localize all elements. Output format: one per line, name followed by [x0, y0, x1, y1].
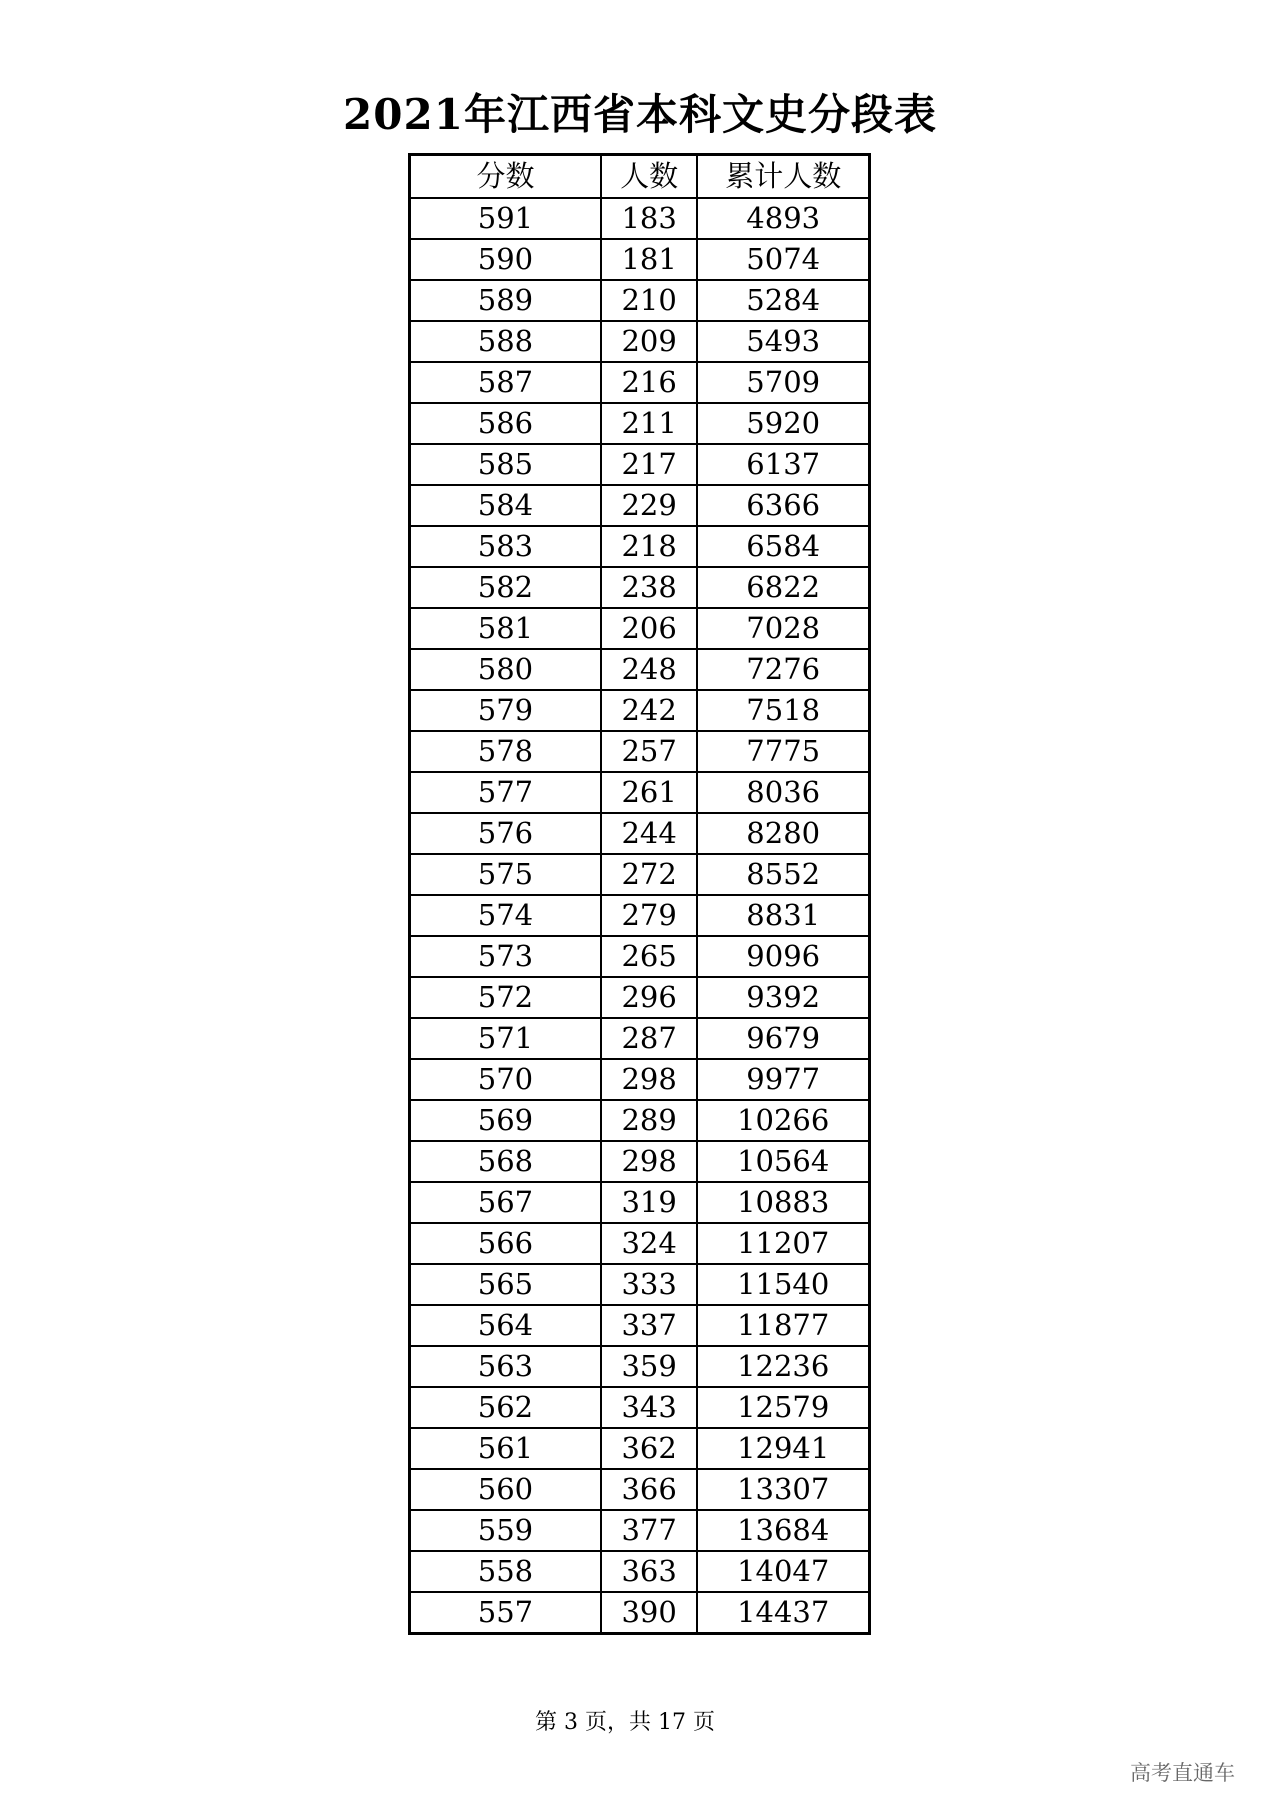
cell-cumulative: 14047 — [697, 1551, 869, 1592]
cell-score: 565 — [410, 1264, 601, 1305]
cell-cumulative: 4893 — [697, 198, 869, 239]
cell-score: 560 — [410, 1469, 601, 1510]
cell-score: 568 — [410, 1141, 601, 1182]
table-header-row — [410, 155, 870, 199]
cell-cumulative: 9096 — [697, 936, 869, 977]
cell-count: 319 — [601, 1182, 698, 1223]
cell-count: 183 — [601, 198, 698, 239]
table-row — [410, 1551, 870, 1592]
header-score: 分数 — [410, 155, 601, 199]
cell-count: 298 — [601, 1059, 698, 1100]
cell-cumulative: 9392 — [697, 977, 869, 1018]
cell-count: 333 — [601, 1264, 698, 1305]
cell-count: 359 — [601, 1346, 698, 1387]
cell-score: 579 — [410, 690, 601, 731]
cell-cumulative: 5493 — [697, 321, 869, 362]
header-count: 人数 — [601, 155, 698, 199]
table-row — [410, 813, 870, 854]
table-row — [410, 1305, 870, 1346]
table-row — [410, 1100, 870, 1141]
cell-count: 366 — [601, 1469, 698, 1510]
cell-cumulative: 8552 — [697, 854, 869, 895]
table-row — [410, 1592, 870, 1634]
cell-cumulative: 5074 — [697, 239, 869, 280]
table-row — [410, 1018, 870, 1059]
cell-score: 584 — [410, 485, 601, 526]
table-row — [410, 854, 870, 895]
table-row — [410, 1387, 870, 1428]
cell-count: 363 — [601, 1551, 698, 1592]
cell-cumulative: 13684 — [697, 1510, 869, 1551]
cell-cumulative: 12579 — [697, 1387, 869, 1428]
cell-score: 564 — [410, 1305, 601, 1346]
cell-score: 571 — [410, 1018, 601, 1059]
cell-cumulative: 7518 — [697, 690, 869, 731]
cell-cumulative: 9977 — [697, 1059, 869, 1100]
table-row — [410, 485, 870, 526]
watermark: 高考直通车 — [1130, 1761, 1235, 1785]
cell-count: 289 — [601, 1100, 698, 1141]
table-row — [410, 1059, 870, 1100]
cell-score: 577 — [410, 772, 601, 813]
table-row — [410, 936, 870, 977]
cell-score: 583 — [410, 526, 601, 567]
cell-count: 265 — [601, 936, 698, 977]
cell-count: 229 — [601, 485, 698, 526]
table-row — [410, 321, 870, 362]
table-row — [410, 444, 870, 485]
cell-cumulative: 11540 — [697, 1264, 869, 1305]
table-row — [410, 1428, 870, 1469]
table-row — [410, 608, 870, 649]
cell-score: 578 — [410, 731, 601, 772]
cell-score: 569 — [410, 1100, 601, 1141]
cell-score: 572 — [410, 977, 601, 1018]
cell-count: 210 — [601, 280, 698, 321]
cell-score: 575 — [410, 854, 601, 895]
cell-score: 581 — [410, 608, 601, 649]
table-row — [410, 280, 870, 321]
cell-cumulative: 10883 — [697, 1182, 869, 1223]
cell-score: 570 — [410, 1059, 601, 1100]
cell-count: 257 — [601, 731, 698, 772]
cell-count: 324 — [601, 1223, 698, 1264]
cell-cumulative: 13307 — [697, 1469, 869, 1510]
cell-count: 211 — [601, 403, 698, 444]
cell-cumulative: 7775 — [697, 731, 869, 772]
cell-score: 562 — [410, 1387, 601, 1428]
cell-count: 209 — [601, 321, 698, 362]
cell-cumulative: 6137 — [697, 444, 869, 485]
table-row — [410, 1141, 870, 1182]
cell-count: 206 — [601, 608, 698, 649]
cell-score: 558 — [410, 1551, 601, 1592]
cell-cumulative: 10564 — [697, 1141, 869, 1182]
cell-count: 248 — [601, 649, 698, 690]
table-row — [410, 1346, 870, 1387]
page-title: 2021年江西省本科文史分段表 — [343, 90, 937, 139]
table-row — [410, 1510, 870, 1551]
cell-count: 244 — [601, 813, 698, 854]
cell-count: 216 — [601, 362, 698, 403]
cell-cumulative: 12236 — [697, 1346, 869, 1387]
cell-count: 337 — [601, 1305, 698, 1346]
cell-score: 557 — [410, 1592, 601, 1634]
cell-score: 586 — [410, 403, 601, 444]
table-row — [410, 977, 870, 1018]
table-row — [410, 239, 870, 280]
cell-count: 217 — [601, 444, 698, 485]
table-row — [410, 649, 870, 690]
cell-count: 362 — [601, 1428, 698, 1469]
cell-count: 261 — [601, 772, 698, 813]
header-cumulative: 累计人数 — [697, 155, 869, 199]
cell-cumulative: 5284 — [697, 280, 869, 321]
page-number: 第 3 页，共 17 页 — [535, 1710, 715, 1735]
cell-score: 573 — [410, 936, 601, 977]
cell-cumulative: 8036 — [697, 772, 869, 813]
cell-count: 238 — [601, 567, 698, 608]
cell-count: 181 — [601, 239, 698, 280]
table-row — [410, 362, 870, 403]
cell-score: 588 — [410, 321, 601, 362]
cell-count: 287 — [601, 1018, 698, 1059]
cell-score: 563 — [410, 1346, 601, 1387]
cell-cumulative: 10266 — [697, 1100, 869, 1141]
cell-score: 587 — [410, 362, 601, 403]
cell-cumulative: 6366 — [697, 485, 869, 526]
cell-score: 589 — [410, 280, 601, 321]
cell-score: 567 — [410, 1182, 601, 1223]
table-row — [410, 1182, 870, 1223]
cell-count: 218 — [601, 526, 698, 567]
cell-count: 377 — [601, 1510, 698, 1551]
score-distribution-table — [408, 153, 871, 1635]
cell-score: 580 — [410, 649, 601, 690]
cell-count: 279 — [601, 895, 698, 936]
cell-count: 343 — [601, 1387, 698, 1428]
cell-cumulative: 7276 — [697, 649, 869, 690]
cell-cumulative: 6584 — [697, 526, 869, 567]
cell-cumulative: 14437 — [697, 1592, 869, 1634]
cell-score: 585 — [410, 444, 601, 485]
cell-cumulative: 8831 — [697, 895, 869, 936]
table-row — [410, 403, 870, 444]
cell-score: 576 — [410, 813, 601, 854]
table-row — [410, 526, 870, 567]
cell-cumulative: 6822 — [697, 567, 869, 608]
cell-score: 590 — [410, 239, 601, 280]
table-row — [410, 690, 870, 731]
cell-score: 566 — [410, 1223, 601, 1264]
table-row — [410, 1469, 870, 1510]
table-row — [410, 198, 870, 239]
cell-count: 390 — [601, 1592, 698, 1634]
table-row — [410, 1223, 870, 1264]
cell-score: 582 — [410, 567, 601, 608]
cell-cumulative: 7028 — [697, 608, 869, 649]
table-row — [410, 772, 870, 813]
cell-score: 561 — [410, 1428, 601, 1469]
cell-cumulative: 12941 — [697, 1428, 869, 1469]
cell-cumulative: 9679 — [697, 1018, 869, 1059]
cell-count: 296 — [601, 977, 698, 1018]
table-row — [410, 567, 870, 608]
cell-cumulative: 5920 — [697, 403, 869, 444]
cell-count: 272 — [601, 854, 698, 895]
cell-count: 242 — [601, 690, 698, 731]
cell-score: 591 — [410, 198, 601, 239]
cell-cumulative: 11877 — [697, 1305, 869, 1346]
table-row — [410, 1264, 870, 1305]
cell-cumulative: 5709 — [697, 362, 869, 403]
cell-cumulative: 11207 — [697, 1223, 869, 1264]
cell-cumulative: 8280 — [697, 813, 869, 854]
cell-score: 574 — [410, 895, 601, 936]
table-row — [410, 895, 870, 936]
table-row — [410, 731, 870, 772]
cell-count: 298 — [601, 1141, 698, 1182]
cell-score: 559 — [410, 1510, 601, 1551]
